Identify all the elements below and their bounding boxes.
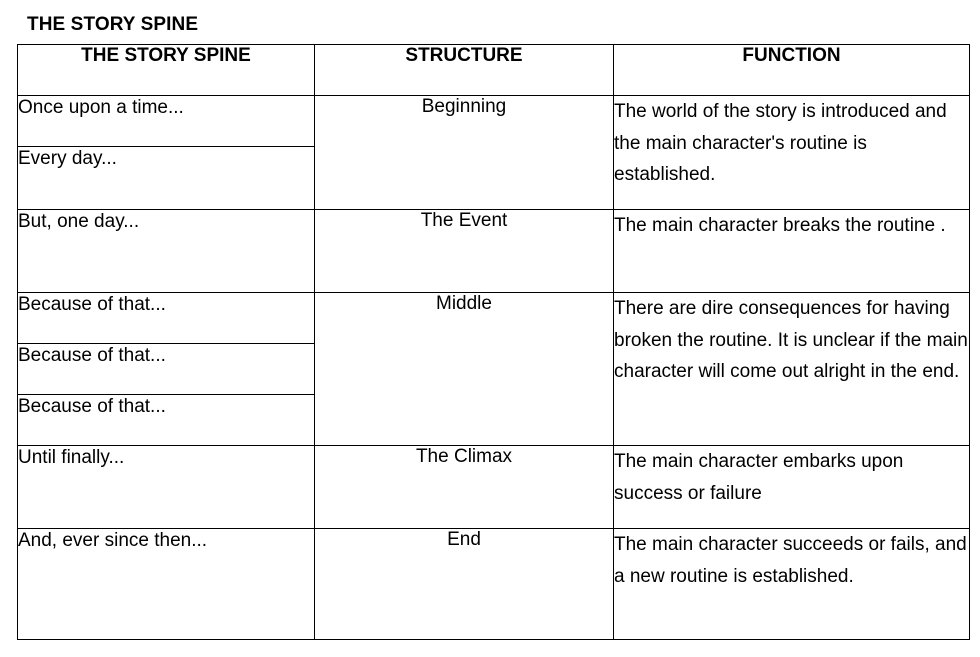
function-cell: The main character succeeds or fails, and a new routine is established.	[614, 529, 970, 640]
story-spine-table	[17, 44, 970, 640]
spine-cell: Because of that...	[18, 395, 315, 446]
structure-cell: Middle	[315, 293, 614, 446]
spine-cell: Because of that...	[18, 293, 315, 344]
spine-cell: Once upon a time...	[18, 96, 315, 147]
table-row	[18, 529, 970, 640]
column-header-structure: STRUCTURE	[315, 45, 614, 96]
structure-cell: End	[315, 529, 614, 640]
function-cell: The main character embarks upon success or failure	[614, 446, 970, 529]
structure-cell: Beginning	[315, 96, 614, 210]
function-cell: There are dire consequences for having broken the routine. It is unclear if the main character will come out alright in the end.	[614, 293, 970, 446]
column-header-story-spine: THE STORY SPINE	[18, 45, 315, 96]
table-header-row	[18, 45, 970, 96]
spine-cell: Because of that...	[18, 344, 315, 395]
function-cell: The world of the story is introduced and the main character's routine is established.	[614, 96, 970, 210]
function-cell: The main character breaks the routine .	[614, 210, 970, 293]
spine-cell: Until finally...	[18, 446, 315, 529]
structure-cell: The Event	[315, 210, 614, 293]
table-row	[18, 96, 970, 147]
table-row	[18, 293, 970, 344]
spine-cell: But, one day...	[18, 210, 315, 293]
column-header-function: FUNCTION	[614, 45, 970, 96]
document-title: THE STORY SPINE	[27, 14, 199, 35]
table-row	[18, 446, 970, 529]
spine-cell: And, ever since then...	[18, 529, 315, 640]
spine-cell: Every day...	[18, 147, 315, 210]
structure-cell: The Climax	[315, 446, 614, 529]
table-row	[18, 210, 970, 293]
